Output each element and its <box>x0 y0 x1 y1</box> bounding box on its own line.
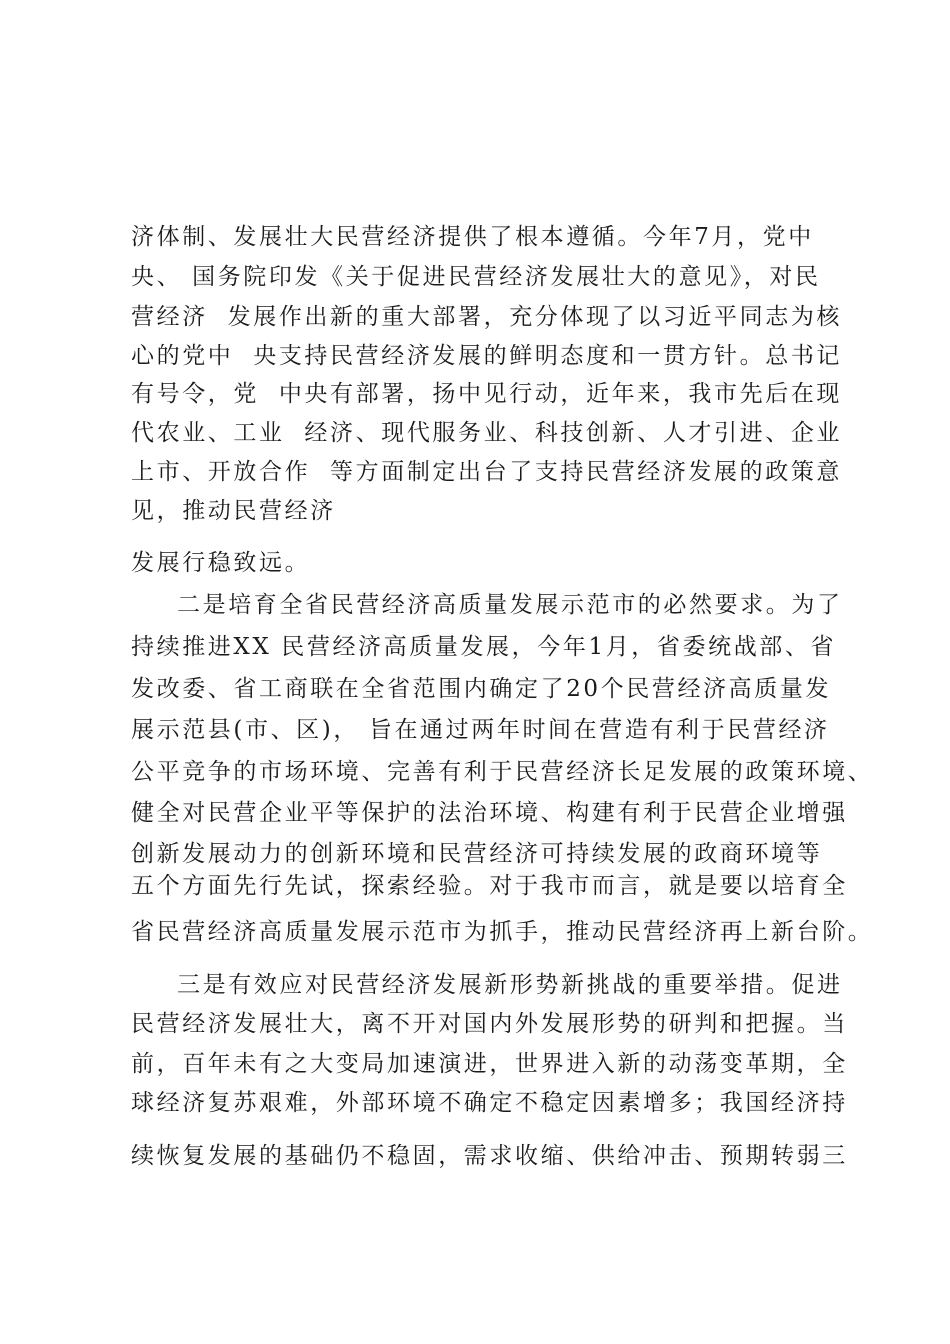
text-line: 公平竞争的市场环境、完善有利于民营经济长足发展的政策环境、 <box>131 759 874 785</box>
text-line: 球经济复苏艰难，外部环境不确定不稳定因素增多；我国经济持 <box>131 1090 848 1116</box>
paragraph-start-line: 二是培育全省民营经济高质量发展示范市的必然要求。为了 <box>177 592 843 618</box>
text-line: 五个方面先行先试，探索经验。对于我市而言，就是要以培育全 <box>131 873 848 899</box>
text-line: 健全对民营企业平等保护的法治环境、构建有利于民营企业增强 <box>131 800 848 826</box>
text-line: 上市、开放合作 等方面制定出台了支持民营经济发展的政策意 <box>131 459 843 485</box>
text-line: 创新发展动力的创新环境和民营经济可持续发展的政商环境等 <box>131 841 823 867</box>
text-line: 有号令，党 中央有部署，扬中见行动，近年来，我市先后在现 <box>131 381 843 407</box>
text-line: 发改委、省工商联在全省范围内确定了20个民营经济高质量发 <box>131 676 832 702</box>
text-line: 持续推进XX 民营经济高质量发展，今年1月，省委统战部、省 <box>131 634 837 660</box>
text-line: 展示范县(市、区)， 旨在通过两年时间在营造有利于民营经济 <box>131 717 830 743</box>
text-line: 发展行稳致远。 <box>131 550 311 576</box>
text-line: 济体制、发展壮大民营经济提供了根本遵循。今年7月，党中 <box>131 224 814 250</box>
text-line: 营经济 发展作出新的重大部署，充分体现了以习近平同志为核 <box>131 304 843 330</box>
text-line: 省民营经济高质量发展示范市为抓手，推动民营经济再上新台阶。 <box>131 919 874 945</box>
text-line: 央、 国务院印发《关于促进民营经济发展壮大的意见》，对民 <box>131 264 821 290</box>
text-line: 代农业、工业 经济、现代服务业、科技创新、人才引进、企业 <box>131 420 843 446</box>
text-line: 民营经济发展壮大，离不开对国内外发展形势的研判和把握。当 <box>131 1011 848 1037</box>
paragraph-start-line: 三是有效应对民营经济发展新形势新挑战的重要举措。促进 <box>177 972 843 998</box>
text-line: 前，百年未有之大变局加速演进，世界进入新的动荡变革期，全 <box>131 1051 848 1077</box>
text-line: 见，推动民营经济 <box>131 498 336 524</box>
text-line: 续恢复发展的基础仍不稳固，需求收缩、供给冲击、预期转弱三 <box>131 1143 848 1169</box>
text-line: 心的党中 央支持民营经济发展的鲜明态度和一贯方针。总书记 <box>131 343 843 369</box>
